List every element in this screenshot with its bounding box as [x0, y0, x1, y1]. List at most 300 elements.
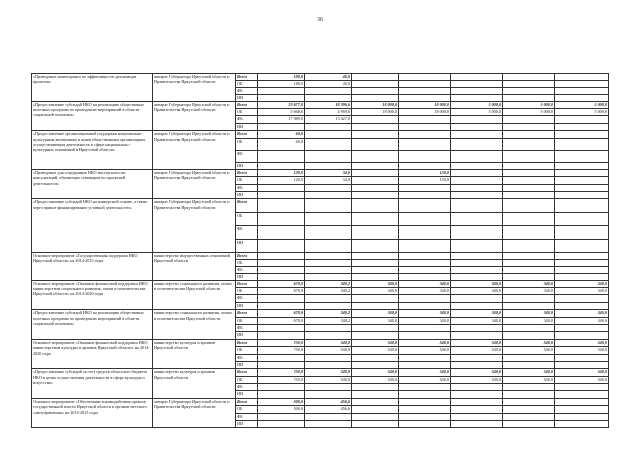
amount-cell — [258, 361, 305, 368]
table-row — [32, 74, 609, 81]
amount-cell: 5 668,0 — [258, 108, 305, 115]
amount-cell — [399, 74, 451, 81]
amount-cell — [305, 266, 352, 273]
amount-cell — [258, 384, 305, 391]
executor-name: аппарат Губернатора Иркутской области и Правительства Иркутской области — [153, 199, 236, 253]
amount-cell — [503, 391, 555, 398]
amount-cell — [451, 199, 503, 212]
page-number: 36 — [317, 17, 323, 23]
amount-cell — [555, 354, 609, 361]
funding-source: ОБ — [236, 212, 258, 225]
amount-cell — [555, 74, 609, 81]
amount-cell — [503, 123, 555, 130]
amount-cell — [555, 226, 609, 239]
amount-cell — [399, 80, 451, 87]
amount-cell — [258, 253, 305, 260]
amount-cell — [352, 87, 399, 94]
amount-cell — [451, 295, 503, 302]
amount-cell — [258, 421, 305, 428]
amount-cell: 750,0 — [258, 369, 305, 376]
amount-cell — [305, 87, 352, 94]
amount-cell: 540,0 — [399, 347, 451, 354]
funding-source: ФБ — [236, 87, 258, 94]
amount-cell: 340,2 — [305, 317, 352, 324]
amount-cell: 5 000,0 — [451, 101, 503, 108]
amount-cell: 540,0 — [503, 347, 555, 354]
amount-cell — [555, 302, 609, 309]
amount-cell — [503, 253, 555, 260]
amount-cell — [503, 80, 555, 87]
executor-name: министерство культуры и архивов Иркутской области — [153, 369, 236, 399]
amount-cell: 540,0 — [555, 347, 609, 354]
amount-cell: 540,0 — [399, 376, 451, 383]
amount-cell: 540,0 — [305, 339, 352, 346]
table-row — [32, 280, 609, 287]
amount-cell: 340,0 — [555, 287, 609, 294]
amount-cell: 540,0 — [305, 347, 352, 354]
funding-source: ИИ — [236, 123, 258, 130]
amount-cell — [352, 302, 399, 309]
amount-cell — [451, 116, 503, 123]
amount-cell — [503, 226, 555, 239]
amount-cell — [305, 421, 352, 428]
amount-cell — [352, 162, 399, 169]
amount-cell — [451, 259, 503, 266]
amount-cell — [503, 354, 555, 361]
amount-cell: 500,0 — [258, 398, 305, 405]
activity-name: «Проведение мониторинга по эффективности реализации проектов» — [32, 74, 153, 102]
funding-source: ОБ — [236, 177, 258, 184]
amount-cell: 678,0 — [258, 310, 305, 317]
funding-source: ОБ — [236, 376, 258, 383]
amount-cell: 340,2 — [305, 310, 352, 317]
amount-cell — [503, 169, 555, 176]
amount-cell: 456,6 — [305, 406, 352, 413]
table-row — [32, 101, 609, 108]
amount-cell — [258, 295, 305, 302]
amount-cell: 150,0 — [399, 177, 451, 184]
amount-cell — [451, 324, 503, 331]
amount-cell — [451, 406, 503, 413]
amount-cell — [352, 406, 399, 413]
amount-cell — [352, 324, 399, 331]
amount-cell — [258, 94, 305, 101]
amount-cell: 540,0 — [451, 339, 503, 346]
amount-cell — [352, 123, 399, 130]
amount-cell: 180,0 — [258, 74, 305, 81]
funding-source: ОБ — [236, 259, 258, 266]
amount-cell — [258, 324, 305, 331]
amount-cell: 340,2 — [305, 287, 352, 294]
amount-cell — [555, 169, 609, 176]
amount-cell — [305, 361, 352, 368]
amount-cell — [305, 302, 352, 309]
amount-cell: 18 396,6 — [305, 101, 352, 108]
executor-name: аппарат Губернатора Иркутской области и Правительства Иркутской области — [153, 398, 236, 428]
amount-cell — [399, 295, 451, 302]
amount-cell — [352, 94, 399, 101]
amount-cell: 540,0 — [399, 339, 451, 346]
amount-cell — [503, 212, 555, 225]
amount-cell: 60,0 — [258, 131, 305, 138]
amount-cell: 540,0 — [352, 339, 399, 346]
amount-cell — [352, 354, 399, 361]
amount-cell: 34,0 — [305, 177, 352, 184]
amount-cell — [258, 199, 305, 212]
amount-cell — [399, 239, 451, 252]
amount-cell — [451, 266, 503, 273]
amount-cell — [555, 259, 609, 266]
executor-name: министерство имущественных отношений Иркутской области — [153, 253, 236, 281]
amount-cell — [352, 384, 399, 391]
amount-cell: 18 000,0 — [399, 101, 451, 108]
amount-cell — [399, 413, 451, 420]
amount-cell — [305, 131, 352, 138]
amount-cell — [503, 239, 555, 252]
funding-source: ФБ — [236, 266, 258, 273]
amount-cell: 340,0 — [503, 317, 555, 324]
executor-name: министерство социального развития, опеки и попечительства Иркутской области — [153, 280, 236, 310]
table-row — [32, 169, 609, 176]
funding-source: Всего — [236, 310, 258, 317]
amount-cell — [399, 94, 451, 101]
amount-cell: 540,0 — [503, 369, 555, 376]
amount-cell: 540,0 — [305, 369, 352, 376]
amount-cell — [451, 302, 503, 309]
amount-cell — [555, 212, 609, 225]
table-row — [32, 253, 609, 260]
amount-cell — [258, 413, 305, 420]
amount-cell — [305, 123, 352, 130]
funding-source: ИИ — [236, 332, 258, 339]
amount-cell: 540,0 — [451, 369, 503, 376]
amount-cell — [399, 123, 451, 130]
amount-cell — [451, 273, 503, 280]
amount-cell — [555, 239, 609, 252]
amount-cell — [399, 354, 451, 361]
amount-cell: 750,0 — [258, 347, 305, 354]
amount-cell — [352, 295, 399, 302]
amount-cell — [451, 253, 503, 260]
amount-cell — [305, 324, 352, 331]
funding-source: ИИ — [236, 162, 258, 169]
amount-cell: 340,0 — [555, 280, 609, 287]
executor-name: министерство культуры и архивов Иркутской области — [153, 339, 236, 369]
amount-cell: 18 000,0 — [352, 108, 399, 115]
amount-cell — [305, 226, 352, 239]
amount-cell — [305, 332, 352, 339]
amount-cell — [258, 212, 305, 225]
amount-cell — [352, 184, 399, 191]
activity-name: Основное мероприятие «Государственная поддержка НКО Иркутской области» на 2014-2015 годы — [32, 253, 153, 281]
funding-source: Всего — [236, 280, 258, 287]
amount-cell: 340,2 — [305, 280, 352, 287]
amount-cell — [399, 302, 451, 309]
amount-cell — [451, 184, 503, 191]
amount-cell — [503, 131, 555, 138]
amount-cell — [555, 253, 609, 260]
amount-cell — [399, 398, 451, 405]
amount-cell — [555, 150, 609, 162]
amount-cell — [503, 138, 555, 150]
amount-cell — [399, 266, 451, 273]
amount-cell: 678,0 — [258, 287, 305, 294]
amount-cell: 540,0 — [451, 347, 503, 354]
amount-cell — [352, 80, 399, 87]
amount-cell: 340,0 — [352, 310, 399, 317]
amount-cell: 340,0 — [352, 287, 399, 294]
amount-cell — [352, 74, 399, 81]
funding-source: ФБ — [236, 295, 258, 302]
amount-cell — [399, 324, 451, 331]
amount-cell: 5 000,0 — [555, 108, 609, 115]
amount-cell — [352, 361, 399, 368]
amount-cell — [555, 94, 609, 101]
funding-source: Всего — [236, 101, 258, 108]
executor-name: аппарат Губернатора Иркутской области и Правительства Иркутской области — [153, 74, 236, 102]
amount-cell — [451, 131, 503, 138]
amount-cell — [503, 192, 555, 199]
amount-cell: 540,0 — [451, 376, 503, 383]
amount-cell — [305, 253, 352, 260]
amount-cell: 540,0 — [503, 339, 555, 346]
funding-source: ФБ — [236, 116, 258, 123]
amount-cell: 540,0 — [555, 339, 609, 346]
funding-source: ОБ — [236, 406, 258, 413]
amount-cell — [555, 384, 609, 391]
amount-cell: 540,0 — [352, 376, 399, 383]
amount-cell: 456,6 — [305, 398, 352, 405]
activity-name: «Предоставление организационной поддержки национально-культурным автономиям и иным общественным организациям, осуществляющим деятельность в сфере национально - культурных отношений в Иркутской области» — [32, 131, 153, 170]
amount-cell — [451, 421, 503, 428]
amount-cell — [305, 354, 352, 361]
amount-cell — [451, 384, 503, 391]
funding-source: ФБ — [236, 184, 258, 191]
activity-name: Основное мероприятие «Оказание финансовой поддержки НКО министерством социального развития, опеки и попечительства Иркутской области» на 2014-2020 годы — [32, 280, 153, 310]
amount-cell — [451, 177, 503, 184]
amount-cell — [555, 199, 609, 212]
amount-cell: 340,0 — [503, 280, 555, 287]
amount-cell — [305, 295, 352, 302]
funding-source: ФБ — [236, 413, 258, 420]
amount-cell — [451, 138, 503, 150]
table-row — [32, 131, 609, 138]
amount-cell — [555, 131, 609, 138]
funding-source: ИИ — [236, 192, 258, 199]
amount-cell — [503, 266, 555, 273]
amount-cell — [305, 199, 352, 212]
amount-cell: 340,0 — [503, 310, 555, 317]
activity-name: «Предоставление субсидий за счет средств областного бюджета НКО в целях осуществления деятельности в сфере культуры и искусства» — [32, 369, 153, 399]
amount-cell: 5 000,0 — [503, 101, 555, 108]
funding-source: Всего — [236, 398, 258, 405]
amount-cell — [451, 354, 503, 361]
amount-cell: 340,0 — [451, 310, 503, 317]
amount-cell — [258, 391, 305, 398]
funding-source: Всего — [236, 199, 258, 212]
amount-cell — [352, 169, 399, 176]
activity-name: «Предоставление субсидий НКО на конкурсной основе, а также через прямое финансирование уставной деятельности» — [32, 199, 153, 253]
table-row — [32, 199, 609, 212]
amount-cell — [352, 332, 399, 339]
amount-cell — [555, 295, 609, 302]
amount-cell: 23 677,0 — [258, 101, 305, 108]
amount-cell — [503, 199, 555, 212]
amount-cell — [305, 391, 352, 398]
amount-cell — [451, 74, 503, 81]
funding-source: ИИ — [236, 94, 258, 101]
amount-cell — [352, 421, 399, 428]
amount-cell — [555, 332, 609, 339]
amount-cell — [399, 138, 451, 150]
amount-cell: 60,0 — [258, 138, 305, 150]
amount-cell — [352, 391, 399, 398]
amount-cell — [503, 94, 555, 101]
amount-cell: 5 000,0 — [451, 108, 503, 115]
amount-cell: 540,0 — [399, 369, 451, 376]
amount-cell — [503, 259, 555, 266]
amount-cell — [305, 184, 352, 191]
amount-cell — [451, 94, 503, 101]
amount-cell — [399, 226, 451, 239]
amount-cell — [399, 212, 451, 225]
amount-cell — [399, 421, 451, 428]
amount-cell: 540,0 — [352, 369, 399, 376]
amount-cell — [258, 302, 305, 309]
amount-cell — [451, 212, 503, 225]
amount-cell: 340,0 — [503, 287, 555, 294]
amount-cell — [399, 384, 451, 391]
amount-cell — [399, 184, 451, 191]
amount-cell: 17 989,0 — [258, 116, 305, 123]
amount-cell — [305, 239, 352, 252]
funding-source: ОБ — [236, 317, 258, 324]
amount-cell — [555, 406, 609, 413]
amount-cell — [451, 169, 503, 176]
amount-cell — [352, 266, 399, 273]
amount-cell — [399, 361, 451, 368]
funding-source: ФБ — [236, 354, 258, 361]
amount-cell — [503, 361, 555, 368]
amount-cell: 34,0 — [305, 169, 352, 176]
amount-cell — [451, 398, 503, 405]
amount-cell: 500,0 — [258, 406, 305, 413]
amount-cell: 540,0 — [503, 376, 555, 383]
amount-cell — [258, 87, 305, 94]
amount-cell — [352, 177, 399, 184]
amount-cell — [399, 273, 451, 280]
amount-cell: 340,0 — [399, 280, 451, 287]
amount-cell — [503, 324, 555, 331]
amount-cell — [451, 391, 503, 398]
funding-source: ФБ — [236, 226, 258, 239]
amount-cell — [503, 150, 555, 162]
amount-cell — [555, 123, 609, 130]
table-row — [32, 339, 609, 346]
amount-cell — [352, 138, 399, 150]
amount-cell — [305, 413, 352, 420]
amount-cell — [352, 398, 399, 405]
amount-cell: 540,0 — [555, 369, 609, 376]
amount-cell — [399, 253, 451, 260]
amount-cell — [555, 162, 609, 169]
amount-cell — [503, 384, 555, 391]
funding-source: ИИ — [236, 421, 258, 428]
funding-source: ИИ — [236, 302, 258, 309]
amount-cell — [258, 226, 305, 239]
amount-cell: 340,0 — [399, 287, 451, 294]
amount-cell — [555, 273, 609, 280]
amount-cell — [305, 162, 352, 169]
amount-cell — [503, 406, 555, 413]
amount-cell — [399, 332, 451, 339]
amount-cell — [258, 259, 305, 266]
amount-cell — [305, 384, 352, 391]
amount-cell — [352, 116, 399, 123]
amount-cell — [258, 239, 305, 252]
amount-cell — [399, 116, 451, 123]
funding-source: Всего — [236, 74, 258, 81]
amount-cell — [399, 131, 451, 138]
amount-cell — [399, 199, 451, 212]
activity-name: «Проведение для сотрудников НКО мастер-классов, консультаций, обучающих семинаров по проектной деятельности» — [32, 169, 153, 199]
amount-cell — [451, 87, 503, 94]
amount-cell — [555, 324, 609, 331]
amount-cell: 150,0 — [399, 169, 451, 176]
funding-source: ИИ — [236, 391, 258, 398]
amount-cell — [503, 184, 555, 191]
amount-cell — [305, 273, 352, 280]
funding-source: ФБ — [236, 324, 258, 331]
table-row — [32, 310, 609, 317]
amount-cell — [555, 87, 609, 94]
amount-cell — [555, 177, 609, 184]
amount-cell: 540,0 — [555, 376, 609, 383]
amount-cell: 750,0 — [258, 376, 305, 383]
amount-cell — [555, 391, 609, 398]
amount-cell — [555, 421, 609, 428]
executor-name: аппарат Губернатора Иркутской области и Правительства Иркутской области — [153, 131, 236, 170]
amount-cell — [503, 332, 555, 339]
funding-source: ОБ — [236, 138, 258, 150]
executor-name: аппарат Губернатора Иркутской области и Правительства Иркутской области — [153, 101, 236, 131]
amount-cell — [305, 212, 352, 225]
amount-cell: 540,0 — [352, 347, 399, 354]
amount-cell — [352, 413, 399, 420]
amount-cell — [555, 184, 609, 191]
amount-cell: 18 000,0 — [399, 108, 451, 115]
amount-cell: 5 000,0 — [503, 108, 555, 115]
amount-cell: 40,0 — [305, 74, 352, 81]
amount-cell: 180,0 — [258, 80, 305, 87]
amount-cell: 340,0 — [352, 317, 399, 324]
funding-source: ФБ — [236, 150, 258, 162]
funding-source: Всего — [236, 131, 258, 138]
amount-cell: 340,0 — [399, 317, 451, 324]
amount-cell: 540,0 — [305, 376, 352, 383]
table-row — [32, 369, 609, 376]
amount-cell — [451, 226, 503, 239]
amount-cell — [352, 192, 399, 199]
amount-cell: 340,0 — [451, 287, 503, 294]
amount-cell — [451, 162, 503, 169]
amount-cell: 340,0 — [352, 280, 399, 287]
amount-cell: 120,0 — [258, 169, 305, 176]
funding-source: ОБ — [236, 287, 258, 294]
amount-cell — [399, 150, 451, 162]
amount-cell: 5 000,0 — [555, 101, 609, 108]
funding-source: ИИ — [236, 273, 258, 280]
